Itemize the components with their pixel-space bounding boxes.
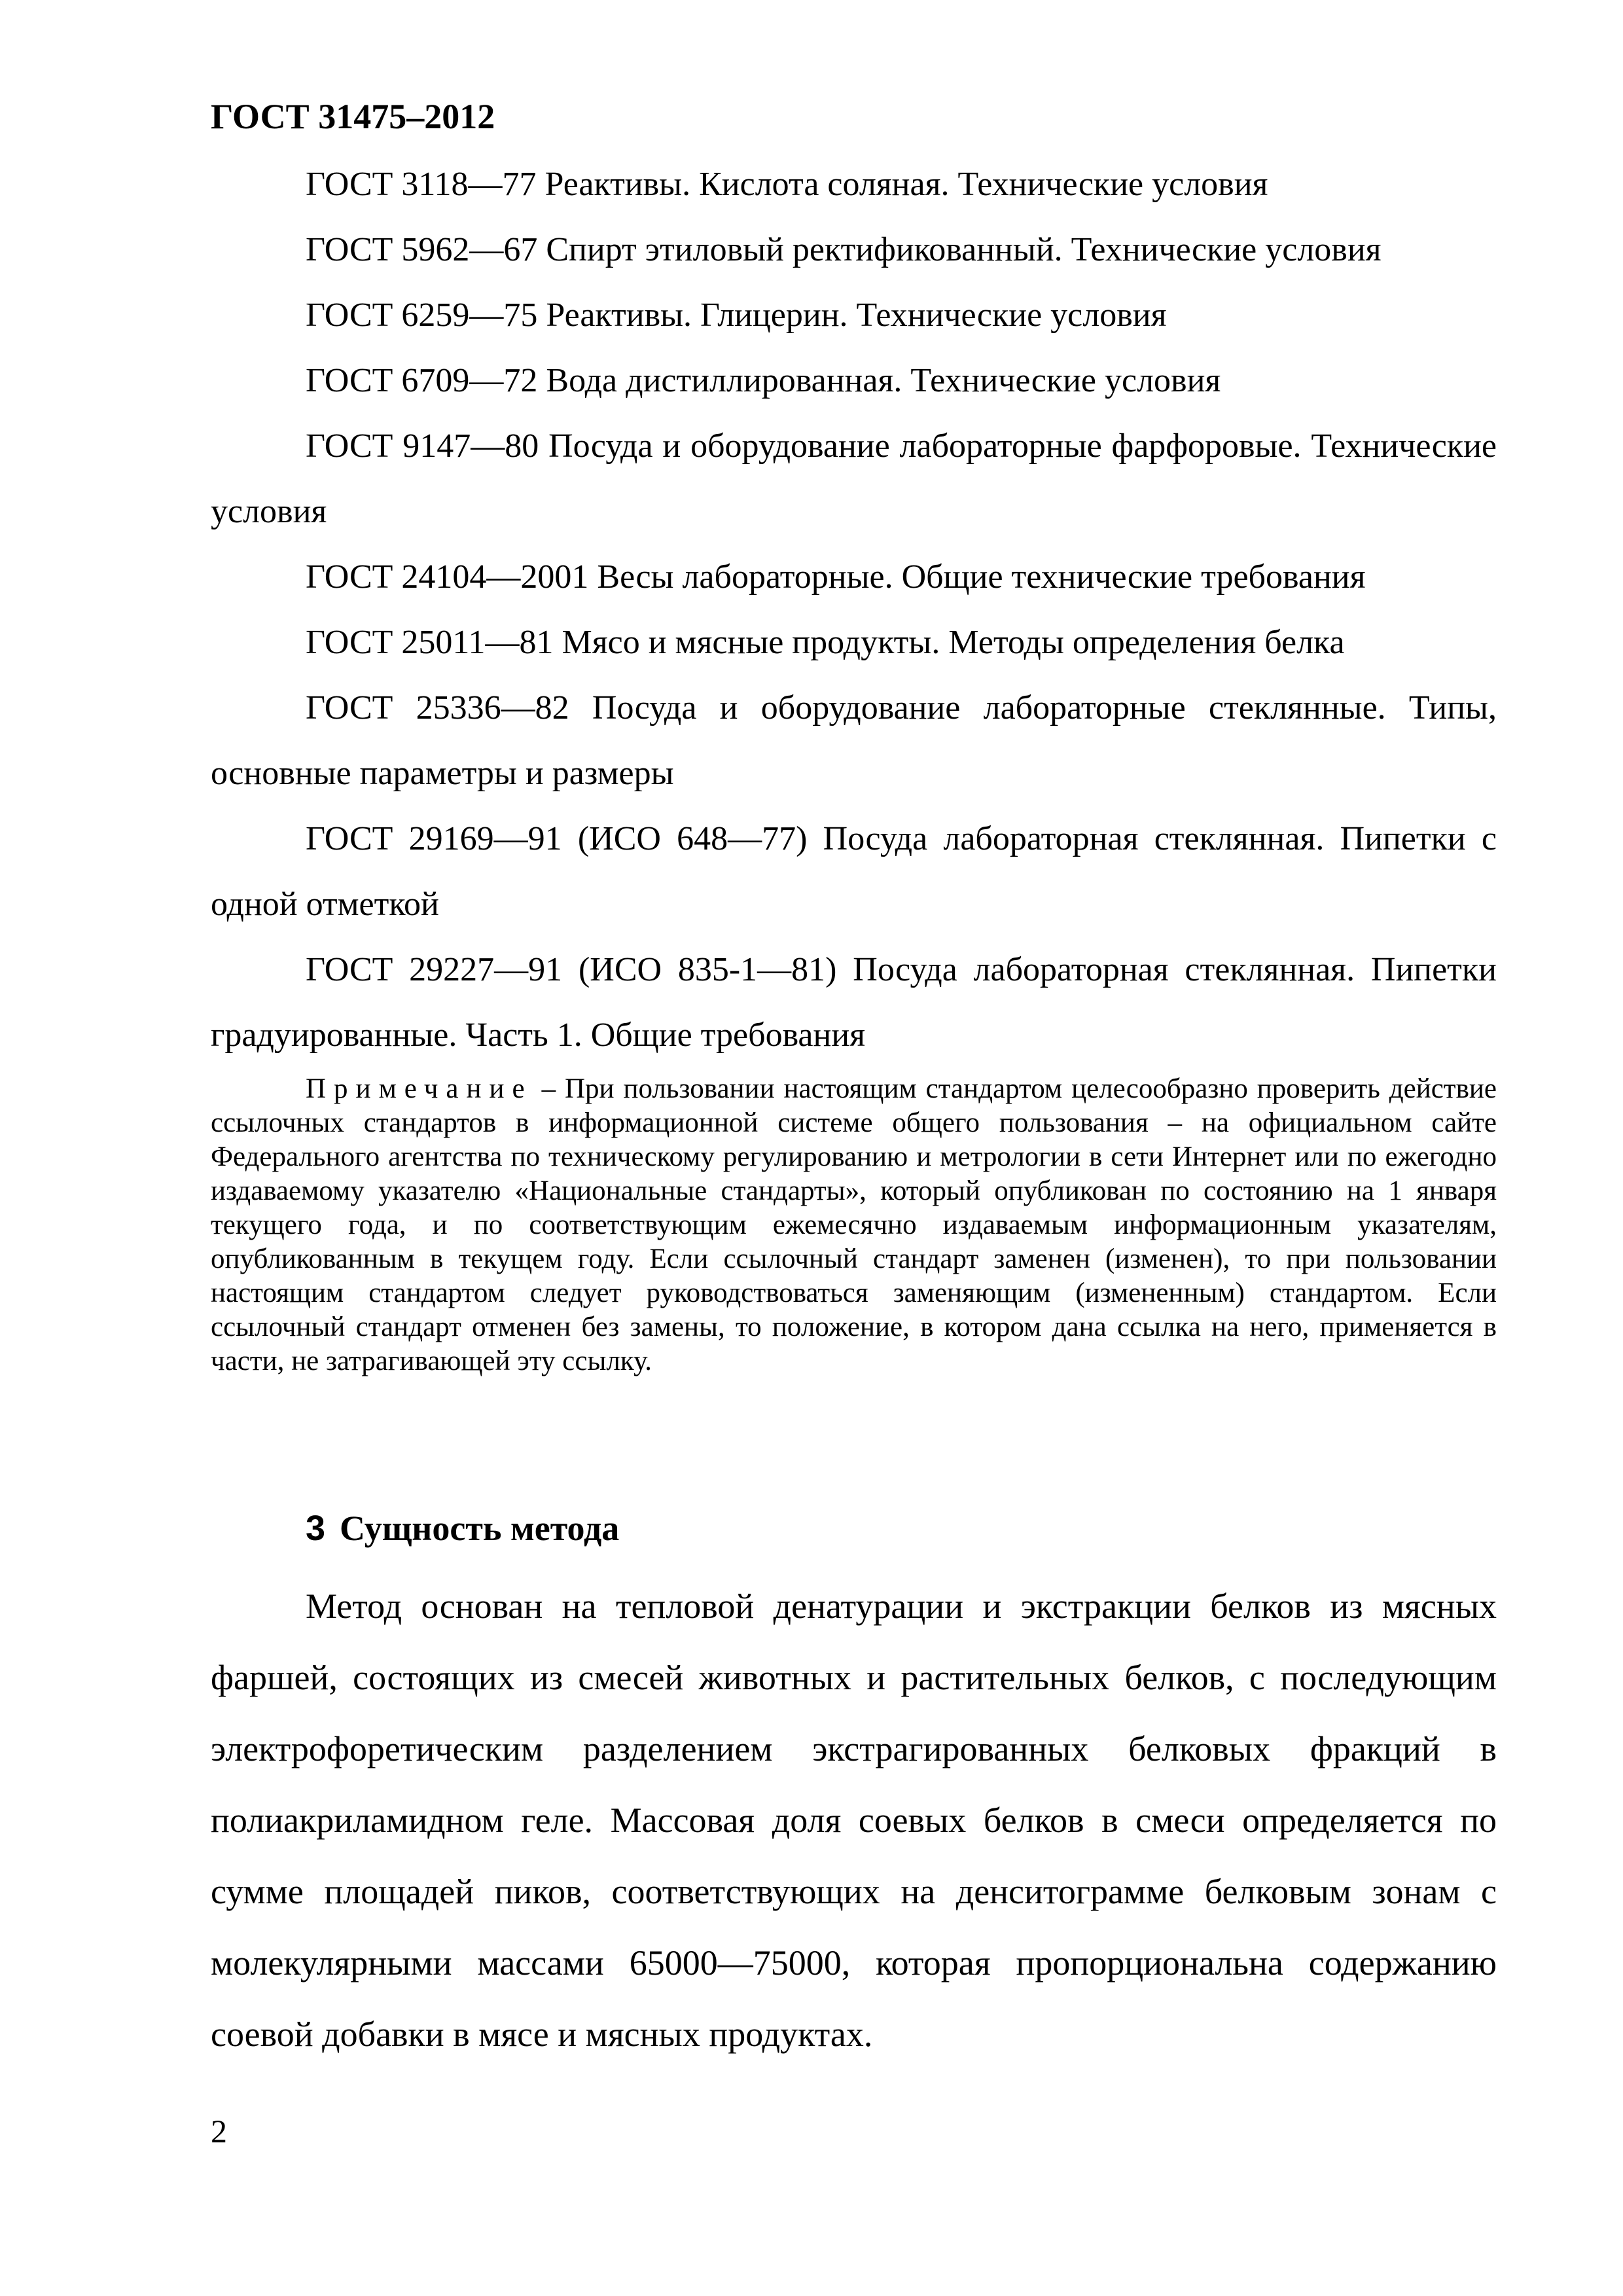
section-body-paragraph: Метод основан на тепловой денатурации и экстракции белков из мясных фаршей, состоящих из смесей животных и растительных белков, с последующим электрофоретическим разделением экстрагированных белковых фракций в полиакриламидном геле. Массовая доля соевых белков в смеси определяется по сумме площадей пиков, соответствующих на денситограмме белковым зонам с молекулярными массами 65000—75000, которая пропорциональна содержанию соевой добавки в мясе и мясных продуктах. bbox=[211, 1587, 1497, 2054]
reference-item: ГОСТ 24104—2001 Весы лабораторные. Общие технические требования bbox=[306, 558, 1366, 596]
reference-item: ГОСТ 6259—75 Реактивы. Глицерин. Технические условия bbox=[306, 296, 1167, 334]
reference-item: ГОСТ 25336—82 Посуда и оборудование лабораторные стеклянные. Типы, основные параметры и размеры bbox=[211, 689, 1497, 792]
normative-references-list bbox=[211, 152, 1497, 1068]
section-heading bbox=[306, 1505, 619, 1551]
reference-item: ГОСТ 5962—67 Спирт этиловый ректификованный. Технические условия bbox=[306, 231, 1382, 268]
reference-item: ГОСТ 29169—91 (ИСО 648—77) Посуда лабораторная стеклянная. Пипетки с одной отметкой bbox=[211, 820, 1497, 923]
reference-item: ГОСТ 3118—77 Реактивы. Кислота соляная. Технические условия bbox=[306, 166, 1268, 203]
reference-item: ГОСТ 9147—80 Посуда и оборудование лабораторные фарфоровые. Технические условия bbox=[211, 427, 1497, 530]
document-code-header: ГОСТ 31475–2012 bbox=[211, 97, 495, 136]
note-paragraph bbox=[211, 1072, 1497, 1378]
note-text: – При пользовании настоящим стандартом целесообразно проверить действие ссылочных стандартов в информационной системе общего пользования – на официальном сайте Федерального агентства по техническому регулированию и метрологии в сети Интернет или по ежегодно издаваемому указателю «Национальные стандарты», который опубликован по состоянию на 1 января текущего года, и по соответствующим ежемесячно издаваемым информационным указателям, опубликованным в текущем году. Если ссылочный стандарт заменен (изменен), то при пользовании настоящим стандартом следует руководствоваться заменяющим (измененным) стандартом. Если ссылочный стандарт отменен без замены, то положение, в котором дана ссылка на него, применяется в части, не затрагивающей эту ссылку. bbox=[211, 1073, 1497, 1376]
page-number: 2 bbox=[211, 2113, 227, 2149]
note-label: Примечание bbox=[306, 1073, 533, 1104]
reference-item: ГОСТ 29227—91 (ИСО 835-1—81) Посуда лабораторная стеклянная. Пипетки градуированные. Часть 1. Общие требования bbox=[211, 951, 1497, 1054]
section-number: 3 bbox=[306, 1509, 326, 1548]
reference-item: ГОСТ 25011—81 Мясо и мясные продукты. Методы определения белка bbox=[306, 624, 1345, 661]
section-title-text: Сущность метода bbox=[340, 1509, 620, 1548]
reference-item: ГОСТ 6709—72 Вода дистиллированная. Технические условия bbox=[306, 362, 1221, 399]
